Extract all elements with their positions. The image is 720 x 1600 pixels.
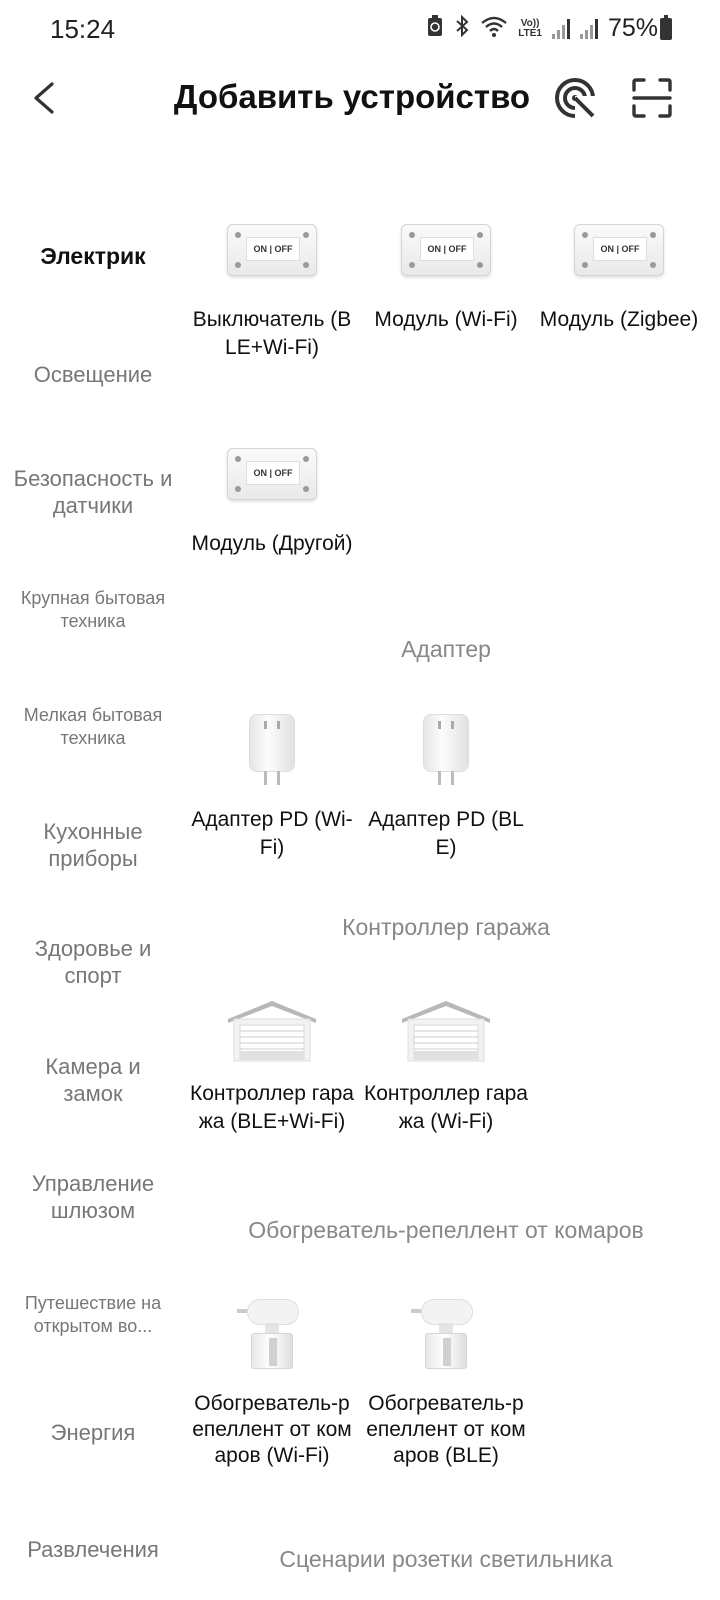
device-grid [186, 200, 720, 1600]
device-tile[interactable] [360, 980, 532, 1136]
device-tile[interactable] [533, 200, 705, 334]
sidebar-item-lighting[interactable]: Освещение [33, 362, 153, 387]
repellent-image [360, 1285, 532, 1385]
repellent-image [186, 1285, 358, 1385]
switch-image [533, 200, 705, 300]
sidebar-item-health-sport[interactable]: Здоровье и спорт [34, 936, 152, 988]
volte-icon: Vo)) LTE1 [518, 17, 542, 39]
category-sidebar [0, 200, 186, 1600]
switch-image [186, 200, 358, 300]
sidebar-item-small-appliances[interactable]: Мелкая бытовая техника [23, 705, 163, 748]
section-title: Адаптер [401, 636, 491, 662]
sidebar-item-outdoor-travel[interactable]: Путешествие на открытом во... [24, 1293, 162, 1336]
device-tile[interactable] [186, 980, 358, 1136]
sidebar-item-electric[interactable]: Электрик [40, 243, 146, 269]
adapter-image [360, 700, 532, 800]
device-tile[interactable] [360, 200, 532, 334]
switch-label: ON | OFF [420, 237, 474, 261]
device-label: Адаптер PD (Wi-Fi) [191, 808, 353, 859]
radar-icon [553, 76, 597, 120]
garage-image [360, 980, 532, 1080]
device-label: Модуль (Другой) [191, 532, 353, 555]
sidebar-item-energy[interactable]: Энергия [50, 1420, 136, 1445]
recycle-icon [426, 15, 444, 43]
section-title: Контроллер гаража [342, 914, 550, 940]
switch-label: ON | OFF [246, 461, 300, 485]
device-label: Выключатель (BLE+Wi-Fi) [192, 308, 352, 359]
device-label: Модуль (Zigbee) [539, 308, 699, 331]
sidebar-item-security-sensors[interactable]: Безопасность и датчики [13, 466, 173, 518]
switch-label: ON | OFF [246, 237, 300, 261]
section-title: Обогреватель-репеллент от комаров [248, 1217, 644, 1243]
adapter-image [186, 700, 358, 800]
signal-2-icon [580, 19, 598, 39]
device-label: Контроллер гаража (Wi-Fi) [364, 1082, 528, 1133]
wifi-icon [480, 15, 508, 43]
battery-percent: 75% [607, 14, 658, 42]
status-time: 15:24 [50, 14, 116, 44]
header [0, 64, 720, 134]
device-label: Контроллер гаража (BLE+Wi-Fi) [190, 1082, 354, 1133]
garage-image [186, 980, 358, 1080]
sidebar-item-gateway[interactable]: Управление шлюзом [31, 1171, 155, 1223]
device-tile[interactable] [360, 700, 532, 862]
sidebar-item-camera-lock[interactable]: Камера и замок [45, 1054, 141, 1106]
signal-1-icon [552, 19, 570, 39]
switch-image [360, 200, 532, 300]
page-title: Добавить устройство [173, 78, 531, 115]
status-icons [426, 14, 658, 43]
scan-icon [630, 76, 674, 120]
bluetooth-icon [454, 15, 470, 43]
device-label: Адаптер PD (BLE) [368, 808, 524, 859]
device-tile[interactable] [186, 1285, 358, 1469]
sidebar-item-kitchen[interactable]: Кухонные приборы [43, 819, 143, 871]
battery-icon [660, 18, 672, 40]
device-tile[interactable] [186, 424, 358, 558]
switch-image [186, 424, 358, 524]
sidebar-item-large-appliances[interactable]: Крупная бытовая техника [20, 588, 166, 631]
device-tile[interactable] [360, 1285, 532, 1469]
status-bar [0, 0, 720, 58]
device-label: Обогреватель-репеллент от комаров (BLE) [366, 1392, 526, 1467]
device-tile[interactable] [186, 200, 358, 362]
device-tile[interactable] [186, 700, 358, 862]
device-label: Обогреватель-репеллент от комаров (Wi-Fi) [192, 1392, 352, 1467]
nearby-scan-button[interactable] [553, 76, 597, 120]
switch-label: ON | OFF [593, 237, 647, 261]
qr-scan-button[interactable] [630, 76, 674, 120]
section-title: Сценарии розетки светильника [279, 1546, 613, 1572]
device-label: Модуль (Wi-Fi) [374, 308, 518, 331]
sidebar-item-entertainment[interactable]: Развлечения [27, 1537, 159, 1562]
